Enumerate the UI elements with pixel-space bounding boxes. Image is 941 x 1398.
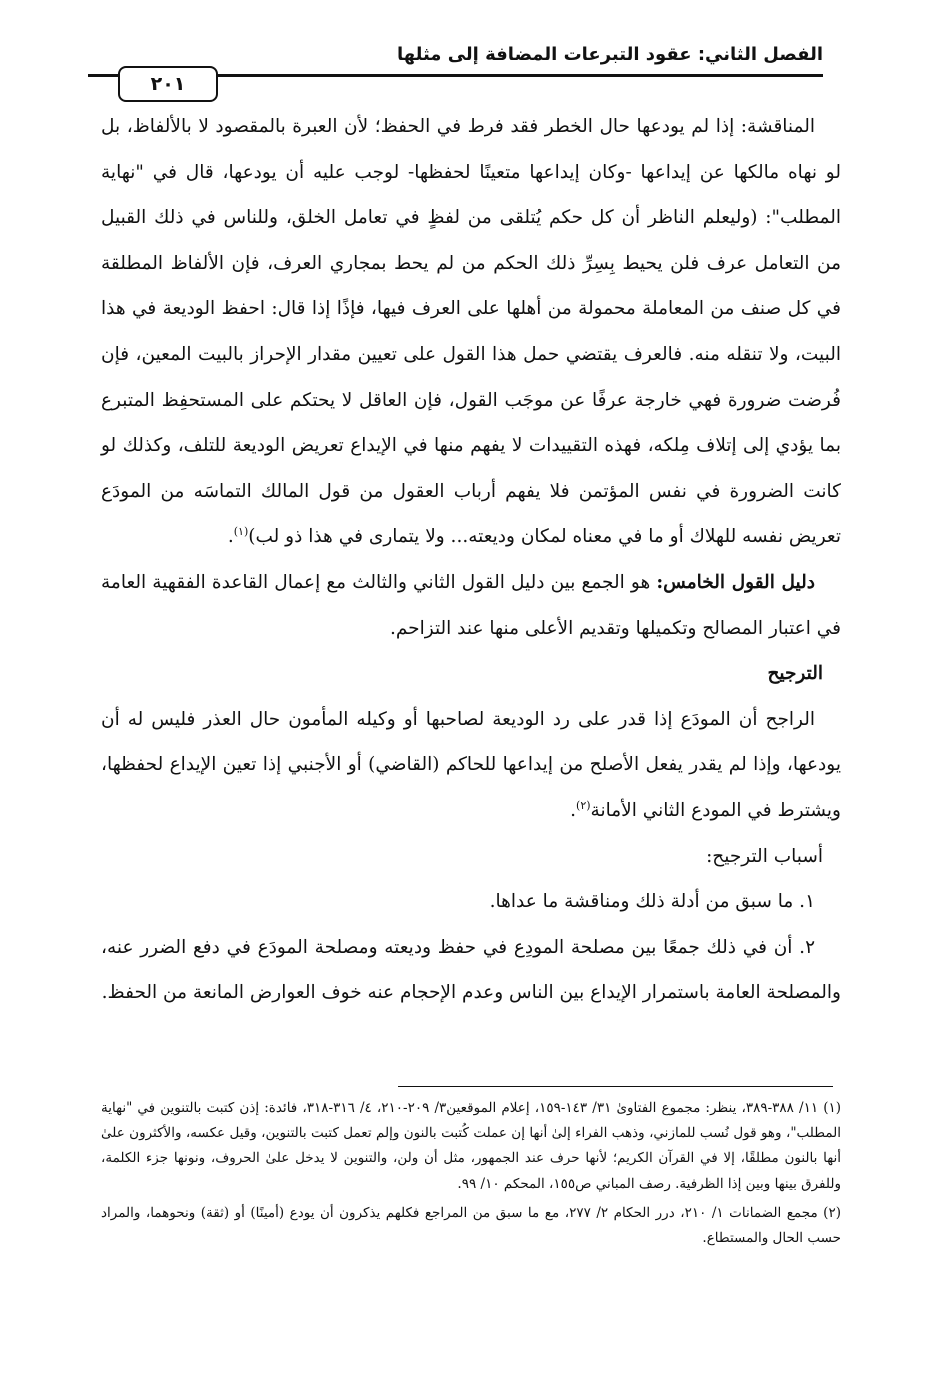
page-number: ٢٠١ [118, 66, 218, 102]
running-title: الفصل الثاني: عقود التبرعات المضافة إلى مثلها [396, 44, 823, 65]
reason-1: ١. ما سبق من أدلة ذلك ومناقشة ما عداها. [489, 891, 815, 913]
heading-reasons: أسباب الترجيح: [706, 845, 823, 867]
footnote-ref-2: (٢) [576, 798, 591, 812]
body-text [101, 104, 841, 1016]
heading-tarjih: الترجيح [767, 663, 823, 685]
paragraph-fifth-evidence [101, 560, 841, 651]
fifth-evidence-label: دليل القول الخامس: [656, 571, 815, 593]
paragraph-preferred-view: الراجح أن المودَع إذا قدر على رد الوديعة لصاحبها أو وكيله المأمون حال العذر فليس له أن يودعها، وإذا لم يقدر يفعل الأصلح من إيداعها للحاكم (القاضي) أو الأجنبي إذا تعين الإيداع لحفظها، ويشترط في المودع الثاني الأمانة$^{(٢)}$. [101, 708, 841, 821]
footnotes [101, 1096, 841, 1255]
footnote-rule [398, 1086, 833, 1087]
paragraph-discussion: المناقشة: إذا لم يودعها حال الخطر فقد فرط في الحفظ؛ لأن العبرة بالمقصود لا بالألفاظ، بل لو نهاه مالكها عن إيداعها -وكان إيداعها متعينًا لحفظها- لوجب عليه أن يودعها، قال في "نهاية المطلب": (وليعلم الناظر أن كل حكم يُتلقى من لفظٍ في تعامل الخلق، وللناس في ذلك القبيل من التعامل عرف فلن يحيط بِسِرِّ ذلك الحكم من لم يحط بمجاري العرف، فإن الألفاظ المطلقة في كل صنف من المعاملة محمولة من أهلها على العرف فيها، فإذًا إذا قال: احفظ الوديعة في هذا البيت، ولا تنقله منه. فالعرف يقتضي حمل هذا القول على تعيين مقدار الإحراز بالبيت المعين، فإن فُرضت ضرورة فهي خارجة عرفًا عن موجَب القول، فإن العاقل لا يحتكم على المستحفِظ المتبرع بما يؤدي إلى إتلاف مِلكه، فهذه التقييدات لا يفهم منها في الإيداع تعريض الوديعة للتلف، وكذلك لو كانت الضرورة في نفس المؤتمن فلا يفهم أرباب العقول من قول المالك التماسَه من المودَع تعريض نفسه للهلاك أو ما في معناه لمكان وديعته... ولا يتمارى في هذا ذو لب)$^{(١)}$. [101, 116, 841, 548]
footnote-2: (٢) مجمع الضمانات ١/ ٢١٠، درر الحكام ٢/ ٢٧٧، مع ما سبق من المراجع فكلهم يذكرون أن يودع (أمينًا) أو (ثقة) ونحوهما، والمراد حسب الحال والمستطاع. [101, 1204, 841, 1247]
paragraph-discussion-text: المناقشة: إذا لم يودعها حال الخطر فقد فرط في الحفظ؛ لأن العبرة بالمقصود لا بالألفاظ، بل لو نهاه مالكها عن إيداعها -وكان إيداعها متعينًا لحفظها- لوجب عليه أن يودعها، قال في "نهاية المطلب": (وليعلم الناظر أن كل حكم يُتلقى من لفظٍ في تعامل الخلق، وللناس في ذلك القبيل من التعامل عرف فلن يحيط بِسِرِّ ذلك الحكم من لم يحط بمجاري العرف، فإن الألفاظ المطلقة في كل صنف من المعاملة محمولة من أهلها على العرف فيها، فإذًا إذا قال: احفظ الوديعة في هذا البيت، ولا تنقله منه. فالعرف يقتضي حمل هذا القول على تعيين مقدار الإحراز بالبيت المعين، فإن فُرضت ضرورة فهي خارجة عرفًا عن موجَب القول، فإن العاقل لا يحتكم على المستحفِظ المتبرع بما يؤدي إلى إتلاف مِلكه، فهذه التقييدات لا يفهم منها في الإيداع تعريض الوديعة للتلف، وكذلك لو كانت الضرورة في نفس المؤتمن فلا يفهم أرباب العقول من قول المالك التماسَه من المودَع تعريض نفسه للهلاك أو ما في معناه لمكان وديعته... ولا يتمارى في هذا ذو لب) [101, 116, 841, 548]
preferred-view-text: الراجح أن المودَع إذا قدر على رد الوديعة لصاحبها أو وكيله المأمون حال العذر فليس له أن يودعها، وإذا لم يقدر يفعل الأصلح من إيداعها للحاكم (القاضي) أو الأجنبي إذا تعين الإيداع لحفظها، ويشترط في المودع الثاني الأمانة [101, 708, 841, 821]
footnote-1: (١) ١١/ ٣٨٨-٣٨٩، ينظر: مجموع الفتاوىٰ ٣١/ ١٤٣-١٥٩، إعلام الموقعين٣/ ٢٠٩-٢١٠، ٤/ ٣١٦-٣١٨، فائدة: إذن كتبت بالتنوين في "نهاية المطلب"، وهو قول نُسب للمازني، وذهب الفراء إلىٰ أنها إن عملت كُتبت بالنون وإلم تعمل كتبت بالتنوين، وقيل عكسه، والأكثرون علىٰ أنها بالنون مطلقًا، إلا في القرآن الكريم؛ لأنها حرف عند الجمهور، مثل أن ولن، والتنوين لا يدخل علىٰ الحروف، ونونها جزء الكلمة، وللفرق بينها وبين إذا الظرفية. رصف المباني ص١٥٥، المحكم ١٠/ ٩٩. [101, 1100, 842, 1192]
fifth-evidence-text: هو الجمع بين دليل القول الثاني والثالث مع إعمال القاعدة الفقهية العامة في اعتبار المصالح وتكميلها وتقديم الأعلى منها عند التزاحم. [101, 571, 841, 639]
footnote-ref-1: (١) [233, 525, 249, 539]
reason-2: ٢. أن في ذلك جمعًا بين مصلحة المودِع في حفظ وديعته ومصلحة المودَع في دفع الضرر عنه، والمصلحة العامة باستمرار الإيداع بين الناس وعدم الإحجام عنه خوف العوارض المانعة من الحفظ. [101, 936, 841, 1004]
